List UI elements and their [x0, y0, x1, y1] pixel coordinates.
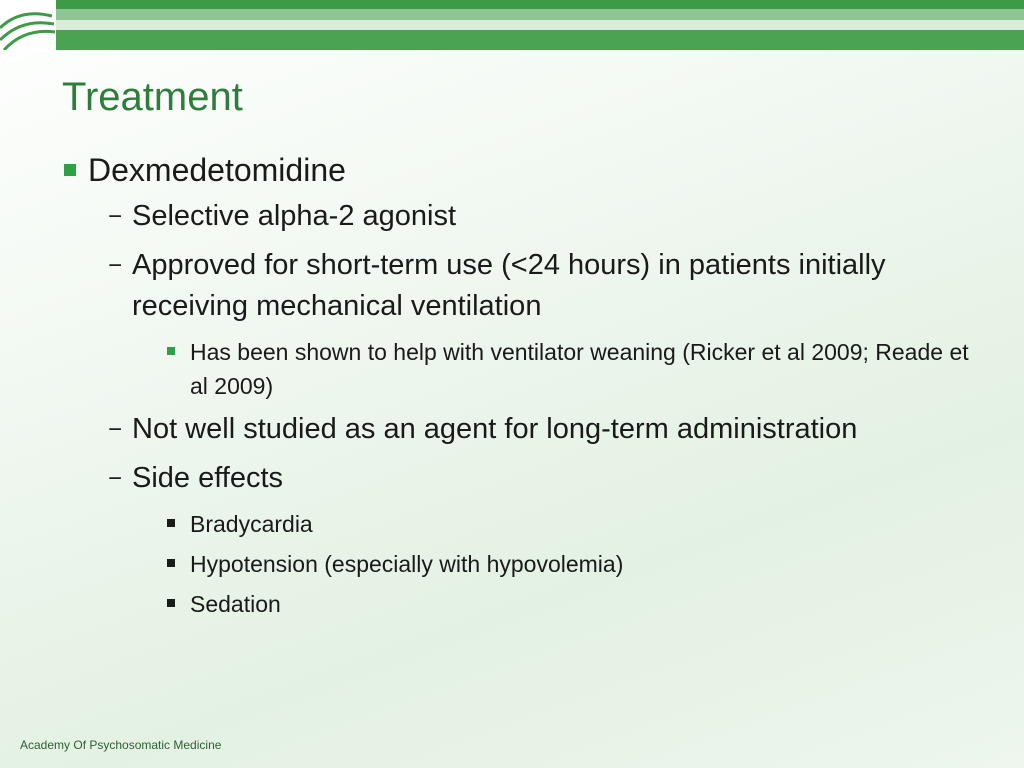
side-effect-item — [190, 587, 982, 621]
note-ventilator-weaning — [190, 335, 982, 403]
small-square-bullet-icon — [167, 347, 175, 355]
side-effect-text: Sedation — [190, 591, 281, 617]
side-effect-item — [190, 547, 982, 581]
small-square-bullet-icon — [167, 519, 175, 527]
side-effect-text: Bradycardia — [190, 511, 313, 537]
sub-item-agonist — [108, 196, 982, 237]
side-effect-item — [190, 507, 982, 541]
header-stripe — [56, 30, 1024, 50]
sub-item-text: Not well studied as an agent for long-term administration — [132, 413, 858, 445]
dash-bullet-icon: − — [108, 252, 123, 279]
sub-item-text: Approved for short-term use (<24 hours) in patients initially receiving mechanical ventilation — [132, 249, 886, 322]
small-square-bullet-icon — [167, 559, 175, 567]
arc-logo-icon — [0, 0, 56, 50]
sub-item-text: Selective alpha-2 agonist — [132, 200, 457, 232]
bullet-dexmedetomidine — [62, 150, 982, 190]
side-effect-text: Hypotension (especially with hypovolemia) — [190, 551, 624, 577]
sub-item-side-effects — [108, 458, 982, 499]
header-stripe — [56, 9, 1024, 20]
note-text: Has been shown to help with ventilator weaning (Ricker et al 2009; Reade et al 2009) — [190, 339, 969, 399]
small-square-bullet-icon — [167, 599, 175, 607]
slide-title: Treatment — [62, 75, 243, 119]
square-bullet-icon — [64, 164, 76, 176]
footer-text: Academy Of Psychosomatic Medicine — [20, 738, 222, 752]
header-bar — [0, 0, 1024, 50]
slide-content — [62, 150, 982, 627]
dash-bullet-icon: − — [108, 203, 123, 230]
sub-item-long-term — [108, 409, 982, 450]
sub-item-approved — [108, 245, 982, 327]
header-stripe — [56, 0, 1024, 9]
sub-item-text: Side effects — [132, 462, 284, 494]
bullet-text: Dexmedetomidine — [88, 152, 346, 188]
header-stripe — [56, 20, 1024, 30]
dash-bullet-icon: − — [108, 465, 123, 492]
dash-bullet-icon: − — [108, 416, 123, 443]
